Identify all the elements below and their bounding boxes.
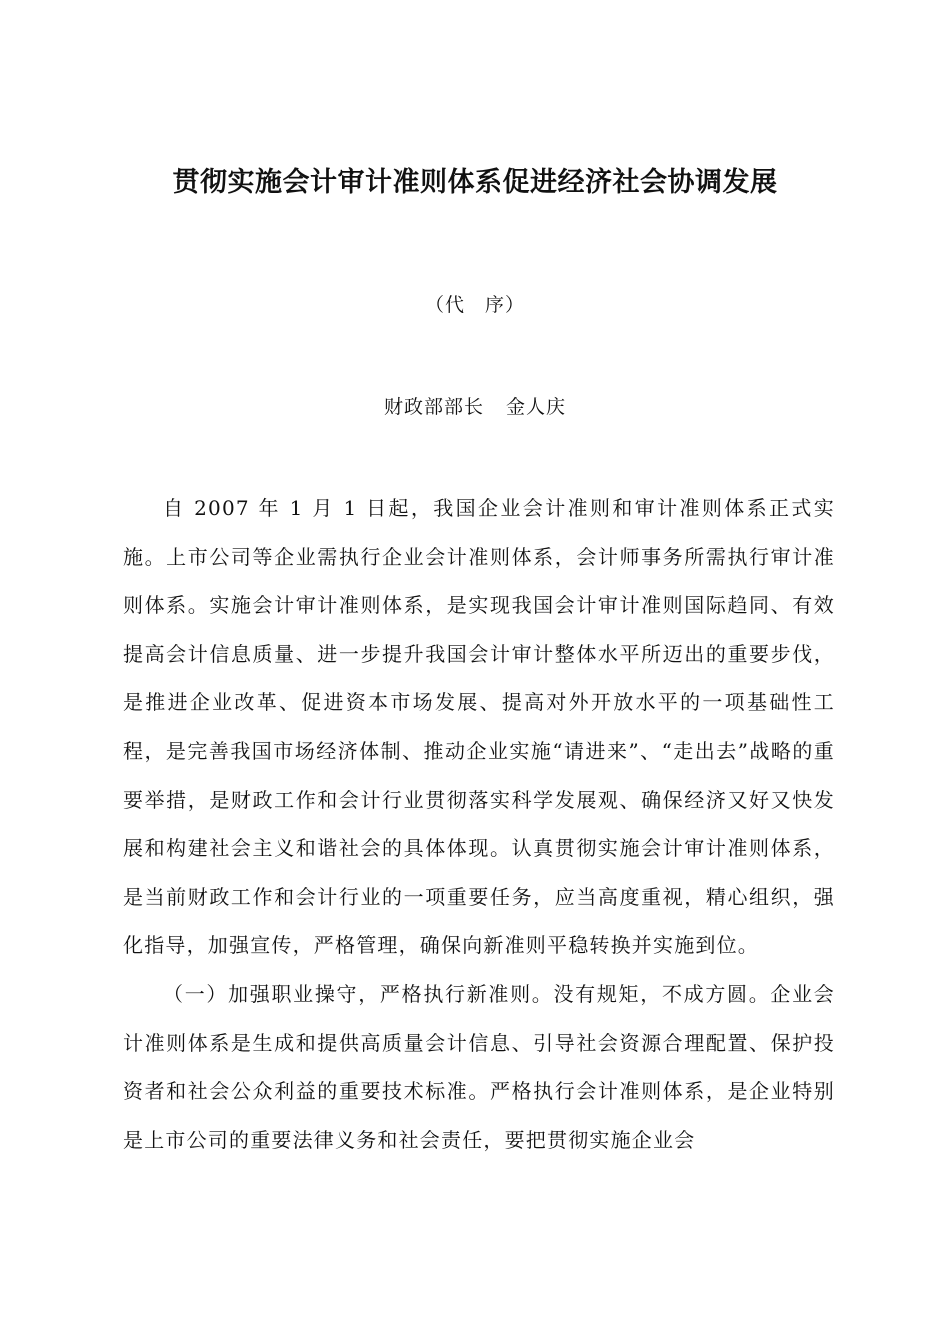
- paragraph-1: 自 2007 年 1 月 1 日起，我国企业会计准则和审计准则体系正式实施。上市公司等企业需执行企业会计准则体系，会计师事务所需执行审计准则体系。实施会计审计准则体系，是实现我国会计审计准则国际趋同、有效提高会计信息质量、进一步提升我国会计审计整体水平所迈出的重要步伐，是推进企业改革、促进资本市场发展、提高对外开放水平的一项基础性工程，是完善我国市场经济体制、推动企业实施“请进来”、“走出去”战略的重要举措，是财政工作和会计行业贯彻落实科学发展观、确保经济又好又快发展和构建社会主义和谐社会的具体体现。认真贯彻实施会计审计准则体系，是当前财政工作和会计行业的一项重要任务，应当高度重视，精心组织，强化指导，加强宣传，严格管理，确保向新准则平稳转换并实施到位。: [123, 496, 835, 958]
- paragraph-2: （一）加强职业操守，严格执行新准则。没有规矩，不成方圆。企业会计准则体系是生成和提供高质量会计信息、引导社会资源合理配置、保护投资者和社会公众利益的重要技术标准。严格执行会计准则体系，是企业特别是上市公司的重要法律义务和社会责任，要把贯彻实施企业会: [123, 981, 835, 1152]
- body-text: [123, 484, 835, 1164]
- author-role: 财政部部长: [383, 396, 484, 418]
- author-name: 金人庆: [506, 396, 567, 418]
- author-line: [0, 392, 950, 419]
- document-title: 贯彻实施会计审计准则体系促进经济社会协调发展: [172, 167, 778, 198]
- document-subtitle: （代 序）: [424, 294, 525, 316]
